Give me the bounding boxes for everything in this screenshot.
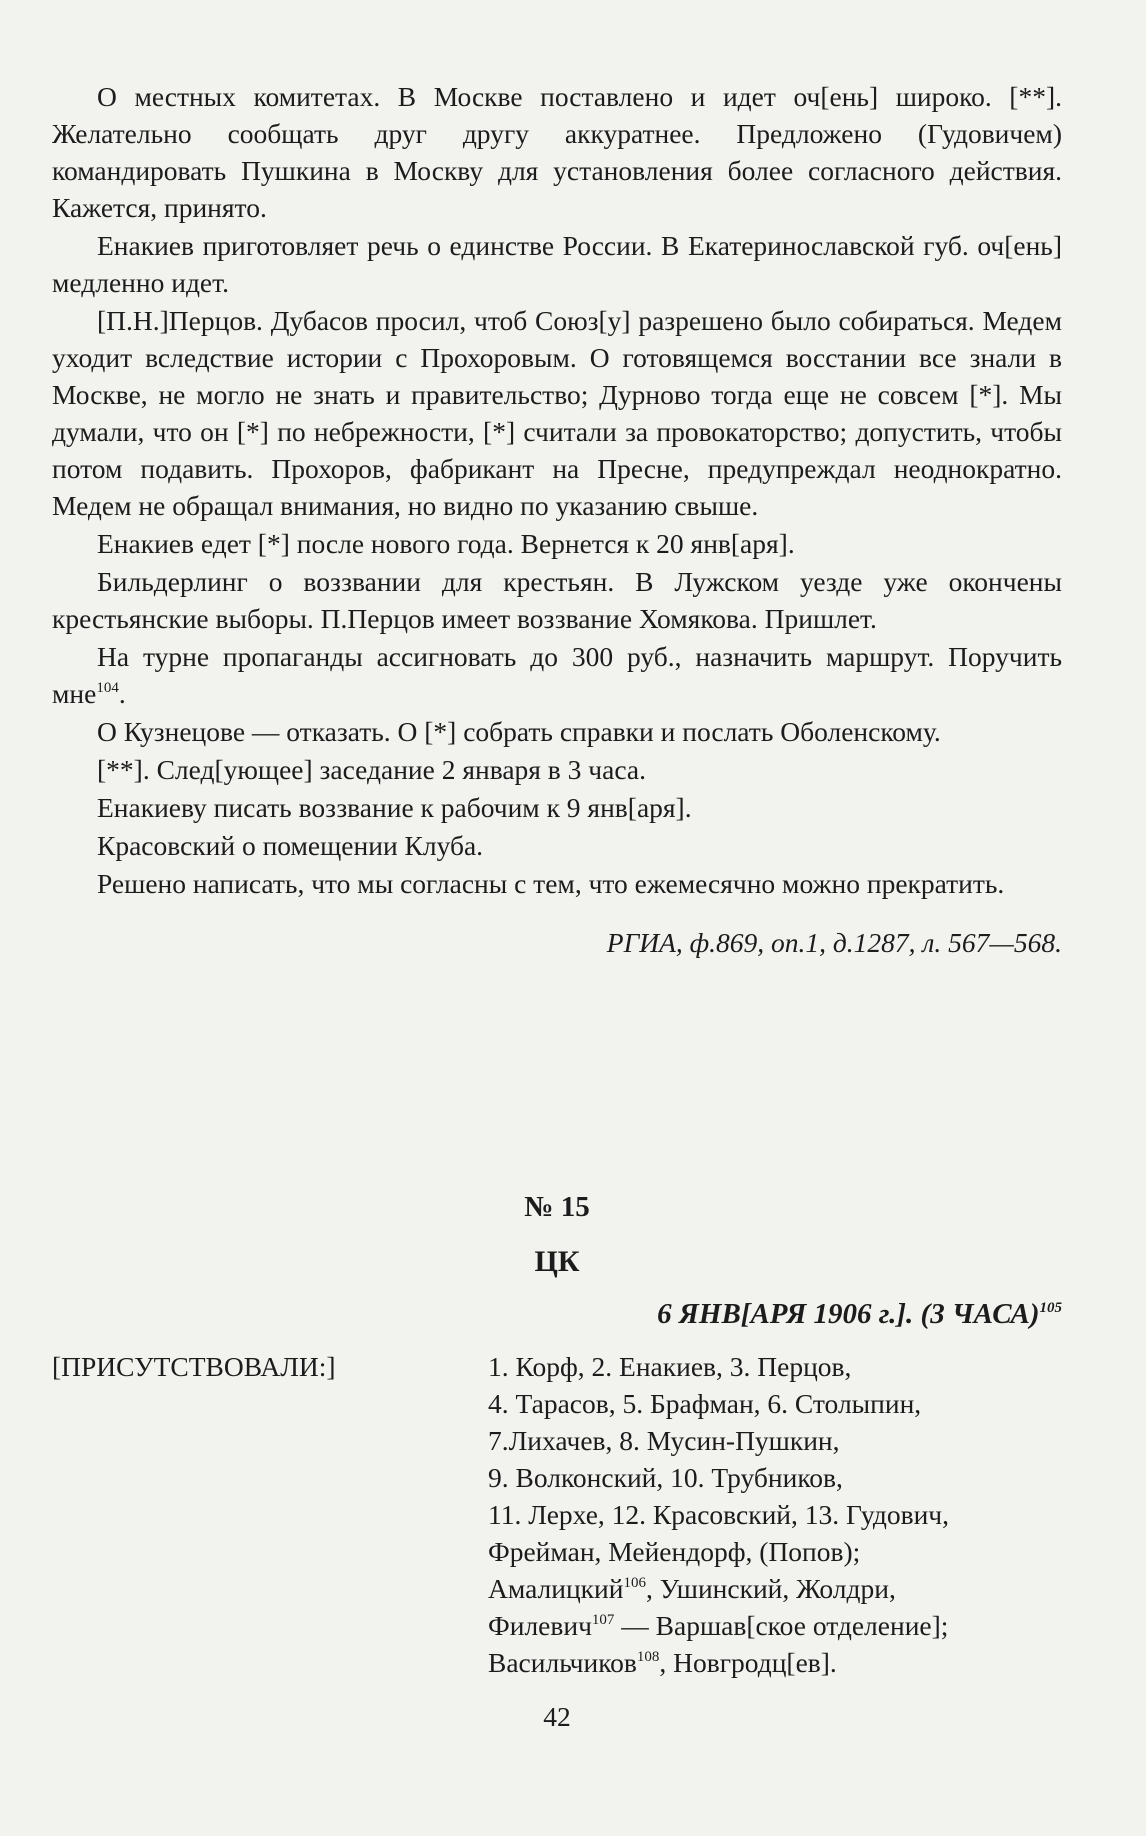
attendees-tail: , Ушинский, Жолдри,	[645, 1573, 896, 1604]
attendees-line: 9. Волконский, 10. Трубников,	[488, 1462, 843, 1493]
attendee: Васильчиков	[488, 1647, 637, 1678]
document-page	[52, 78, 1062, 1732]
paragraph: Енакиеву писать воззвание к рабочим к 9 янв[аря].	[97, 792, 692, 823]
attendees-line: 4. Тарасов, 5. Брафман, 6. Столыпин,	[488, 1388, 922, 1419]
paragraph: Красовский о помещении Клуба.	[97, 830, 484, 861]
footnote-ref: 104	[96, 680, 119, 696]
attendees-line	[488, 1570, 1078, 1607]
attendee: Амалицкий	[488, 1573, 624, 1604]
page-number: 42	[543, 1701, 571, 1732]
attendees-tail: , Новгродц[ев].	[659, 1647, 837, 1678]
paragraph: Решено написать, что мы согласны с тем, что ежемесячно можно прекратить.	[97, 868, 1005, 899]
attendees-line: 7.Лихачев, 8. Мусин-Пушкин,	[488, 1425, 840, 1456]
attendees-label: [ПРИСУТСТВОВАЛИ:]	[52, 1351, 336, 1382]
attendees-line	[488, 1644, 1078, 1681]
footnote-ref: 106	[623, 1575, 646, 1591]
date-text: 6 ЯНВ[АРЯ 1906 г.]. (3 ЧАСА)	[657, 1298, 1040, 1330]
attendees-line	[488, 1607, 1078, 1644]
paragraph: [**]. След[ующее] заседание 2 января в 3 часа.	[97, 754, 646, 785]
document-date	[657, 1296, 1062, 1333]
paragraph: Енакиев приготовляет речь о единстве России. В Екатеринославской губ. оч[ень] медленно идет.	[52, 230, 1062, 298]
paragraph-tail: .	[118, 678, 126, 709]
attendee: Филевич	[488, 1610, 592, 1641]
footnote-ref: 105	[1039, 1300, 1062, 1316]
paragraph: О местных комитетах. В Москве поставлено и идет оч[ень] широко. [**]. Желательно сообщать друг другу аккуратнее. Предложено (Гудовичем) командировать Пушкина в Москву для установления более согласного действия. Кажется, принято.	[52, 81, 1062, 223]
paragraph-text: На турне пропаганды ассигновать до 300 руб., назначить маршрут. Поручить мне	[52, 641, 1062, 709]
paragraph: О Кузнецове — отказать. О [*] собрать справки и послать Оболенскому.	[97, 716, 941, 747]
paragraph: [П.Н.]Перцов. Дубасов просил, чтоб Союз[у] разрешено было собираться. Медем уходит вследствие истории с Прохоровым. О готовящемся восстании все знали в Москве, не могло не знать и правительство; Дурново тогда еще не совсем [*]. Мы думали, что он [*] по небрежности, [*] считали за провокаторство; допустить, чтобы потом подавить. Прохоров, фабрикант на Пресне, предупреждал неоднократно. Медем не обращал внимания, но видно по указанию свыше.	[52, 305, 1062, 521]
document-title: ЦК	[534, 1245, 580, 1278]
archive-source: РГИА, ф.869, оп.1, д.1287, л. 567—568.	[606, 927, 1062, 958]
paragraph: Енакиев едет [*] после нового года. Вернется к 20 янв[аря].	[97, 528, 795, 559]
paragraph	[52, 638, 1062, 712]
document-number: № 15	[524, 1191, 590, 1223]
attendees-line: 11. Лерхе, 12. Красовский, 13. Гудович,	[488, 1499, 950, 1530]
attendees-tail: — Варшав[ское отделение];	[614, 1610, 949, 1641]
attendees-list	[488, 1348, 1078, 1681]
attendees-line: 1. Корф, 2. Енакиев, 3. Перцов,	[488, 1351, 852, 1382]
footnote-ref: 108	[636, 1649, 660, 1665]
footnote-ref: 107	[591, 1612, 615, 1628]
paragraph: Бильдерлинг о воззвании для крестьян. В Лужском уезде уже окончены крестьянские выборы. П.Перцов имеет воззвание Хомякова. Пришлет.	[52, 566, 1062, 634]
attendees-line: Фрейман, Мейендорф, (Попов);	[488, 1536, 861, 1567]
